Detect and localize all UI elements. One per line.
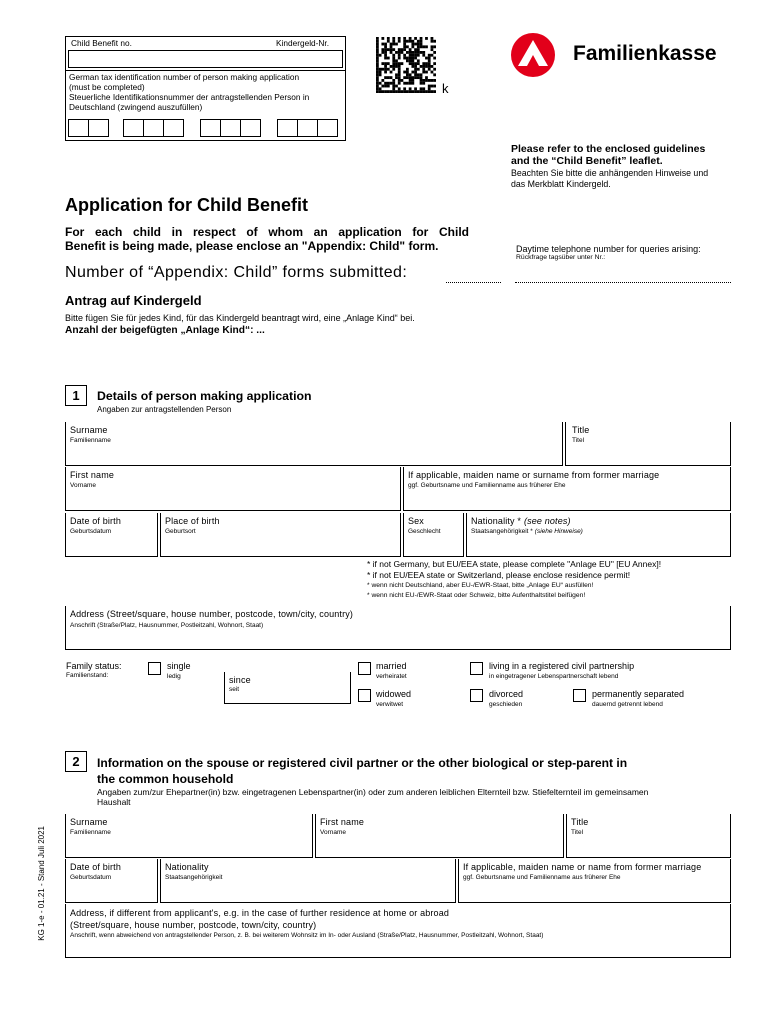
single-label-de: ledig (167, 673, 181, 680)
datamatrix-code (376, 37, 436, 93)
married-checkbox[interactable] (358, 662, 371, 675)
tax-id-digit-box[interactable] (200, 119, 221, 137)
nationality-label-note: (see notes) (523, 516, 571, 526)
place-of-birth-label: Place of birth (165, 516, 220, 526)
widowed-checkbox[interactable] (358, 689, 371, 702)
tax-id-digit-group (68, 119, 109, 137)
form-version-code: KG 1-e - 01.21 - Stand Juli 2021 (37, 826, 46, 941)
sex-label-de: Geschlecht (408, 528, 441, 535)
tax-id-label-line: Steuerliche Identifikationsnummer der antragstellenden Person in (69, 92, 310, 102)
first-name-label: First name (70, 470, 115, 480)
partner-surname-label: Surname (70, 817, 108, 827)
applicant-maiden-name-field[interactable] (403, 467, 731, 511)
partner-maiden-name-label: If applicable, maiden name or name from former marriage (463, 862, 702, 872)
civil-partnership-label: living in a registered civil partnership (489, 661, 635, 671)
place-of-birth-label-de: Geburtsort (165, 528, 196, 535)
partner-address-label-line: Address, if different from applicant's, e.g. in the case of further residence at home or abroad (70, 908, 449, 918)
since-label: since (229, 675, 251, 685)
address-label: Address (Street/square, house number, postcode, town/city, country) (70, 609, 354, 619)
divorced-checkbox[interactable] (470, 689, 483, 702)
first-name-label-de: Vorname (70, 482, 97, 489)
partner-nationality-field[interactable] (160, 859, 456, 903)
partner-first-name-label-de: Vorname (320, 829, 347, 836)
section-2-subtitle (97, 787, 648, 807)
page-title-de: Antrag auf Kindergeld (65, 293, 202, 308)
instruction-line: Benefit is being made, please enclose an "Appendix: Child" form. (65, 239, 439, 253)
partner-address-field[interactable] (65, 904, 731, 958)
partner-title-label-de: Titel (571, 829, 584, 836)
tax-id-digit-box[interactable] (123, 119, 144, 137)
section-2-title-line: Information on the spouse or registered civil partner or the other biological or step-parent in (97, 756, 628, 770)
date-of-birth-label-de: Geburtsdatum (70, 528, 112, 535)
tax-id-digit-box[interactable] (277, 119, 298, 137)
applicant-sex-field[interactable] (403, 513, 464, 557)
divorced-label: divorced (489, 689, 524, 699)
applicant-date-of-birth-field[interactable] (65, 513, 158, 557)
widowed-label-de: verwitwet (376, 701, 404, 708)
section-2-title (97, 755, 627, 787)
benefit-number-box (65, 36, 346, 141)
separated-checkbox[interactable] (573, 689, 586, 702)
partner-title-field[interactable] (566, 814, 731, 858)
telephone-label: Daytime telephone number for queries arising: (516, 244, 701, 254)
nationality-note: * if not EU/EEA state or Switzerland, please enclose residence permit! (367, 570, 631, 580)
civil-partnership-checkbox[interactable] (470, 662, 483, 675)
tax-id-digit-box[interactable] (240, 119, 261, 137)
nationality-notes (367, 559, 661, 601)
nationality-label-text: Nationality * (471, 516, 521, 526)
partner-date-of-birth-label: Date of birth (70, 862, 121, 872)
form-code-letter: k (442, 81, 449, 96)
since-date-field[interactable] (224, 672, 351, 704)
instruction-de: Bitte fügen Sie für jedes Kind, für das Kindergeld beantragt wird, eine „Anlage Kind“ bei. (65, 313, 415, 323)
single-checkbox[interactable] (148, 662, 161, 675)
section-1-number: 1 (65, 385, 87, 406)
civil-partnership-label-de: in eingetragener Lebenspartnerschaft lebend (489, 673, 619, 680)
guidelines-en (511, 143, 705, 167)
tax-id-digit-box[interactable] (163, 119, 184, 137)
nationality-note: * if not Germany, but EU/EEA state, please complete "Anlage EU" [EU Annex]! (367, 559, 662, 569)
child-benefit-no-label: Child Benefit no. (71, 38, 132, 48)
sex-label: Sex (408, 516, 424, 526)
tax-id-digit-box[interactable] (68, 119, 89, 137)
applicant-title-field[interactable] (565, 422, 731, 466)
partner-nationality-label: Nationality (165, 862, 209, 872)
partner-address-label-de: Anschrift, wenn abweichend von antragstellender Person, z. B. bei weiterem Wohnsitz im In- oder Ausland (Straße/Platz, Hausnummer, Postleitzahl, Wohnort, Staat) (70, 932, 544, 939)
tax-id-label (69, 72, 309, 112)
header-divider (66, 70, 345, 71)
section-2-subtitle-line: Angaben zum/zur Ehepartner(in) bzw. eingetragenen Lebenspartner(in) oder zum anderen leiblichen Elternteil bzw. Stiefelternteil im gemeinsamen (97, 787, 649, 797)
applicant-first-name-field[interactable] (65, 467, 401, 511)
section-2-subtitle-line: Haushalt (97, 797, 131, 807)
forms-count-input[interactable] (446, 272, 501, 283)
instruction-line: For each child in respect of whom an application for Child (65, 225, 469, 239)
partner-surname-field[interactable] (65, 814, 313, 858)
nationality-label (471, 516, 571, 527)
nationality-label-de (471, 528, 583, 536)
nationality-label-de-text: Staatsangehörigkeit * (471, 528, 533, 535)
partner-first-name-label: First name (320, 817, 365, 827)
telephone-label-de: Rückfrage tagsüber unter Nr.: (516, 254, 606, 261)
partner-date-of-birth-label-de: Geburtsdatum (70, 874, 112, 881)
guidelines-de (511, 168, 708, 190)
partner-surname-label-de: Familienname (70, 829, 111, 836)
page-title: Application for Child Benefit (65, 195, 308, 215)
tax-id-digit-group (123, 119, 184, 137)
address-label-de: Anschrift (Straße/Platz, Hausnummer, Postleitzahl, Wohnort, Staat) (70, 622, 264, 629)
forms-count-label: Number of “Appendix: Child” forms submitted: (65, 264, 408, 281)
partner-first-name-field[interactable] (315, 814, 564, 858)
applicant-surname-field[interactable] (65, 422, 563, 466)
applicant-place-of-birth-field[interactable] (160, 513, 401, 557)
widowed-label: widowed (376, 689, 412, 699)
tax-id-label-line: German tax identification number of person making application (69, 72, 300, 82)
divorced-label-de: geschieden (489, 701, 523, 708)
family-status-label-de: Familienstand: (66, 672, 109, 679)
tax-id-label-line: Deutschland (zwingend auszufüllen) (69, 102, 203, 112)
separated-label-de: dauernd getrennt lebend (592, 701, 663, 708)
surname-label-de: Familienname (70, 437, 111, 444)
date-of-birth-label: Date of birth (70, 516, 121, 526)
title-label: Title (572, 425, 590, 435)
separated-label: permanently separated (592, 689, 685, 699)
tax-id-digit-box[interactable] (143, 119, 164, 137)
section-2-number: 2 (65, 751, 87, 772)
nationality-note: * wenn nicht Deutschland, aber EU-/EWR-Staat, bitte „Anlage EU“ ausfüllen! (367, 582, 594, 589)
partner-date-of-birth-field[interactable] (65, 859, 158, 903)
applicant-address-field[interactable] (65, 606, 731, 650)
forms-count-label-de: Anzahl der beigefügten „Anlage Kind“: ... (65, 325, 265, 336)
nationality-label-de-note: (siehe Hinweise) (534, 528, 583, 535)
tax-id-digit-box[interactable] (297, 119, 318, 137)
child-benefit-no-input[interactable] (68, 50, 343, 68)
maiden-name-label-de: ggf. Geburtsname und Familienname aus früherer Ehe (408, 482, 566, 489)
guidelines-de-line: Beachten Sie bitte die anhängenden Hinweise und (511, 168, 709, 178)
married-label: married (376, 661, 407, 671)
tax-id-digit-group (277, 119, 338, 137)
tax-id-digit-box[interactable] (317, 119, 338, 137)
tax-id-label-line: (must be completed) (69, 82, 145, 92)
partner-maiden-name-field[interactable] (458, 859, 731, 903)
kindergeld-nr-label: Kindergeld-Nr. (276, 38, 330, 48)
family-status-label: Family status: (66, 661, 122, 671)
tax-id-digit-box[interactable] (220, 119, 241, 137)
nationality-note: * wenn nicht EU-/EWR-Staat oder Schweiz, bitte Aufenthaltstitel beifügen! (367, 592, 586, 599)
maiden-name-label: If applicable, maiden name or surname from former marriage (408, 470, 660, 480)
section-1-subtitle: Angaben zur antragstellenden Person (97, 405, 232, 414)
partner-address-label (70, 907, 449, 931)
section-2-title-line: the common household (97, 772, 234, 786)
logo-text: Familienkasse (573, 42, 717, 65)
guidelines-en-line: Please refer to the enclosed guidelines (511, 143, 706, 155)
title-label-de: Titel (572, 437, 585, 444)
single-label: single (167, 661, 191, 671)
married-label-de: verheiratet (376, 673, 407, 680)
partner-address-label-line: (Street/square, house number, postcode, town/city, country) (70, 920, 317, 930)
partner-title-label: Title (571, 817, 589, 827)
tax-id-digit-group (200, 119, 261, 137)
instruction-text (65, 225, 469, 253)
partner-maiden-name-label-de: ggf. Geburtsname und Familienname aus früherer Ehe (463, 874, 621, 881)
telephone-input[interactable] (515, 272, 731, 283)
familienkasse-logo-icon (509, 31, 557, 79)
section-1-title: Details of person making application (97, 389, 312, 403)
since-label-de: seit (229, 686, 240, 693)
partner-nationality-label-de: Staatsangehörigkeit (165, 874, 223, 881)
guidelines-en-line: and the “Child Benefit” leaflet. (511, 155, 663, 167)
applicant-nationality-field[interactable] (466, 513, 731, 557)
tax-id-digit-box[interactable] (88, 119, 109, 137)
guidelines-de-line: das Merkblatt Kindergeld. (511, 179, 611, 189)
surname-label: Surname (70, 425, 108, 435)
